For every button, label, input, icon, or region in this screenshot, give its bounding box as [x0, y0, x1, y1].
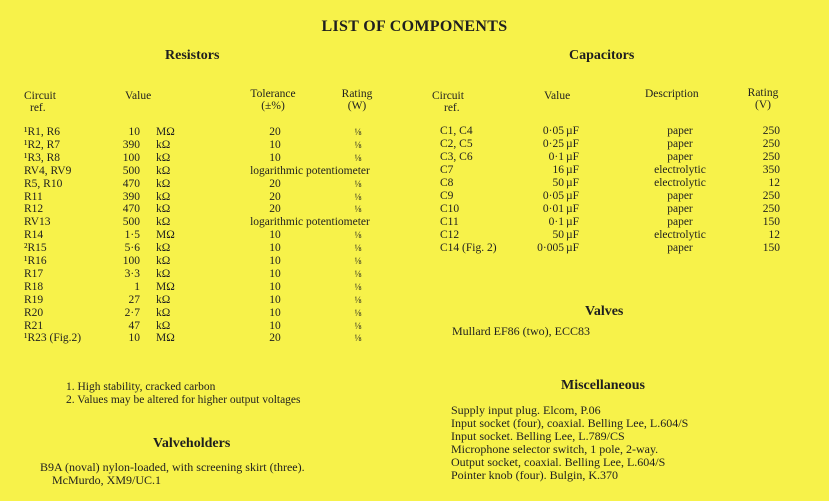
resistor-value: 500 [122, 216, 140, 229]
resistor-ref: ¹R1, R6 [24, 126, 61, 138]
capacitor-rating: 150 [762, 216, 780, 228]
capacitor-ref: C11 [440, 216, 459, 228]
capacitor-unit: µF [566, 216, 580, 228]
capacitor-row [0, 190, 829, 203]
capacitor-table [0, 125, 829, 260]
cap-header-rating [740, 87, 786, 111]
resistor-rating: ⅛ [354, 230, 362, 241]
capacitors-heading: Capacitors [569, 48, 635, 63]
resistor-row [0, 332, 420, 345]
resistor-tolerance: 20 [269, 126, 281, 138]
resistor-ref: R19 [24, 293, 44, 306]
resistor-row [0, 307, 420, 320]
res-header-rating-l2: (W) [347, 100, 367, 112]
capacitor-unit: µF [566, 151, 580, 163]
resistor-value: 10 [128, 332, 140, 345]
resistor-tolerance: 20 [269, 332, 281, 345]
resistor-ref: RV4, RV9 [24, 164, 72, 177]
resistor-value: 2·7 [124, 306, 140, 319]
capacitor-description: electrolytic [654, 164, 706, 176]
resistor-unit: kΩ [156, 164, 171, 177]
capacitor-rating: 150 [762, 242, 780, 254]
note-1: 1. High stability, cracked carbon [66, 381, 216, 393]
capacitor-value: 50 [552, 229, 564, 241]
resistor-value: 100 [122, 255, 140, 267]
resistor-unit: kΩ [156, 267, 171, 280]
cap-header-circuit-l1: Circuit [432, 90, 464, 102]
resistor-row [0, 281, 420, 294]
capacitor-description: paper [667, 125, 693, 137]
capacitor-rating: 250 [762, 203, 780, 215]
resistor-rating: ⅛ [354, 191, 362, 202]
cap-header-circuit [432, 90, 464, 114]
resistor-unit: kΩ [156, 293, 171, 306]
resistor-value: 10 [128, 126, 140, 138]
resistor-ref: R17 [24, 267, 44, 280]
capacitor-unit: µF [566, 190, 580, 202]
resistor-rating: ⅛ [354, 320, 362, 331]
resistor-tolerance: 10 [269, 138, 281, 151]
capacitor-ref: C7 [440, 164, 454, 176]
capacitor-row [0, 177, 829, 190]
resistor-rating: ⅛ [354, 294, 362, 305]
resistor-ref: ¹R3, R8 [24, 151, 61, 164]
miscellaneous-list [451, 404, 688, 482]
resistor-value: 470 [122, 203, 140, 216]
resistor-tolerance: 10 [269, 306, 281, 319]
capacitor-row [0, 229, 829, 242]
capacitor-value: 0·005 [537, 242, 564, 254]
capacitor-ref: C8 [440, 177, 454, 189]
resistor-rating: ⅛ [354, 256, 362, 266]
capacitor-description: paper [667, 216, 693, 228]
res-header-rating [334, 88, 380, 112]
resistor-row [0, 294, 420, 307]
misc-item: Pointer knob (four). Bulgin, K.370 [451, 468, 618, 482]
capacitor-value: 0·25 [542, 138, 564, 150]
capacitor-value: 0·05 [542, 190, 564, 202]
resistor-rating: ⅛ [354, 178, 362, 189]
resistor-unit: kΩ [156, 255, 171, 267]
misc-item: Supply input plug. Elcom, P.06 [451, 403, 601, 417]
resistor-value: 27 [128, 293, 140, 306]
resistor-value: 1 [134, 280, 140, 293]
resistor-row [0, 320, 420, 333]
capacitor-unit: µF [566, 229, 580, 241]
capacitor-row [0, 125, 829, 138]
resistor-ref: ¹R2, R7 [24, 138, 61, 151]
capacitor-rating: 250 [762, 190, 780, 202]
capacitor-description: paper [667, 151, 693, 163]
capacitor-unit: µF [566, 177, 580, 189]
capacitor-ref: C2, C5 [440, 138, 473, 150]
resistor-unit: kΩ [156, 306, 171, 319]
resistor-tolerance: 10 [269, 267, 281, 280]
capacitor-ref: C9 [440, 190, 454, 202]
resistor-tolerance: 10 [269, 280, 281, 293]
note-2: 2. Values may be altered for higher output voltages [66, 393, 301, 406]
resistor-tolerance: 20 [269, 190, 281, 203]
resistor-unit: kΩ [156, 151, 171, 164]
resistor-unit: kΩ [156, 138, 171, 151]
resistor-rating: ⅛ [354, 152, 362, 163]
resistor-rating: ⅛ [354, 333, 362, 344]
capacitor-ref: C1, C4 [440, 125, 473, 137]
resistor-tolerance: 10 [269, 151, 281, 164]
valves-heading: Valves [585, 304, 624, 319]
capacitor-ref: C10 [440, 203, 460, 215]
resistor-rating: ⅛ [354, 307, 362, 318]
capacitor-unit: µF [566, 125, 580, 137]
resistor-ref: ¹R23 (Fig.2) [24, 332, 82, 345]
capacitor-description: paper [667, 190, 693, 202]
capacitor-description: paper [667, 138, 693, 150]
capacitor-value: 0·05 [542, 125, 564, 137]
cap-header-description: Description [645, 88, 699, 100]
resistor-ref: R21 [24, 319, 44, 332]
resistor-rating: ⅛ [354, 268, 362, 279]
resistor-unit: kΩ [156, 242, 171, 255]
resistor-value: 470 [122, 177, 140, 190]
valveholders-heading: Valveholders [153, 436, 231, 451]
res-header-tolerance-l1: Tolerance [250, 88, 296, 100]
resistor-value: 100 [122, 151, 140, 164]
resistor-unit: kΩ [156, 177, 171, 190]
valveholders-line-1: B9A (noval) nylon-loaded, with screening skirt (three). [40, 460, 305, 474]
capacitor-unit: µF [566, 242, 580, 254]
resistor-tolerance: 10 [269, 255, 281, 267]
resistor-notes [66, 381, 301, 407]
resistor-unit: kΩ [156, 319, 171, 332]
capacitor-unit: µF [566, 164, 580, 176]
valveholders-text [40, 461, 305, 487]
capacitor-ref: C12 [440, 229, 460, 241]
capacitor-unit: µF [566, 203, 580, 215]
resistor-rating: ⅛ [354, 127, 362, 137]
capacitor-value: 50 [552, 177, 564, 189]
resistor-ref: ²R15 [24, 242, 47, 255]
resistor-unit: kΩ [156, 216, 171, 229]
capacitor-ref: C3, C6 [440, 151, 473, 163]
resistor-tolerance: logarithmic potentiometer [250, 216, 370, 229]
capacitor-value: 16 [552, 164, 564, 176]
resistor-ref: R5, R10 [24, 177, 63, 190]
resistor-ref: R18 [24, 280, 44, 293]
resistor-unit: kΩ [156, 190, 171, 203]
cap-header-rating-l2: (V) [755, 99, 771, 111]
cap-header-rating-l1: Rating [747, 87, 779, 99]
capacitor-row [0, 151, 829, 164]
resistor-tolerance: 10 [269, 293, 281, 306]
resistor-tolerance: logarithmic potentiometer [250, 164, 370, 177]
capacitor-value: 0·1 [548, 151, 564, 163]
capacitor-row [0, 242, 829, 255]
capacitor-description: electrolytic [654, 177, 706, 189]
capacitor-description: electrolytic [654, 229, 706, 241]
misc-item: Input socket. Belling Lee, L.789/CS [451, 429, 625, 443]
capacitor-row [0, 164, 829, 177]
resistor-ref: RV13 [24, 216, 51, 229]
misc-item: Microphone selector switch, 1 pole, 2-way. [451, 442, 659, 456]
resistor-rating: ⅛ [354, 281, 362, 292]
capacitor-description: paper [667, 203, 693, 215]
resistor-value: 47 [128, 319, 140, 332]
resistor-ref: R12 [24, 203, 44, 216]
capacitor-row [0, 216, 829, 229]
resistor-ref: R20 [24, 306, 44, 319]
miscellaneous-heading: Miscellaneous [561, 378, 645, 393]
misc-item: Output socket, coaxial. Belling Lee, L.604/S [451, 455, 666, 469]
cap-header-circuit-l2: ref. [444, 102, 460, 114]
resistor-unit: MΩ [156, 229, 175, 242]
capacitor-unit: µF [566, 138, 580, 150]
valves-text: Mullard EF86 (two), ECC83 [452, 324, 590, 338]
res-header-value: Value [125, 90, 152, 102]
resistor-tolerance: 10 [269, 242, 281, 255]
resistor-tolerance: 20 [269, 177, 281, 190]
capacitor-rating: 250 [762, 151, 780, 163]
res-header-circuit-l1: Circuit [24, 90, 56, 102]
resistor-unit: MΩ [156, 280, 175, 293]
capacitor-rating: 250 [762, 138, 780, 150]
capacitor-row [0, 203, 829, 216]
resistors-heading: Resistors [165, 48, 220, 63]
res-header-tolerance-l2: (±%) [261, 100, 285, 112]
capacitor-rating: 350 [762, 164, 780, 176]
resistor-rating: ⅛ [354, 139, 362, 150]
resistor-unit: MΩ [156, 332, 175, 345]
resistor-value: 3·3 [124, 267, 140, 280]
res-header-rating-l1: Rating [341, 88, 373, 100]
resistor-value: 390 [122, 190, 140, 203]
res-header-circuit-l2: ref. [30, 102, 46, 114]
capacitor-description: paper [667, 242, 693, 254]
resistor-ref: ¹R16 [24, 255, 47, 267]
resistor-value: 5·6 [124, 242, 140, 255]
resistor-unit: kΩ [156, 203, 171, 216]
resistor-unit: MΩ [156, 126, 175, 138]
resistor-row [0, 268, 420, 281]
valveholders-line-2: McMurdo, XM9/UC.1 [52, 473, 162, 487]
capacitor-ref: C14 (Fig. 2) [440, 242, 497, 254]
res-header-tolerance [238, 88, 308, 112]
capacitor-value: 0·1 [548, 216, 564, 228]
resistor-value: 1·5 [124, 229, 140, 242]
resistor-tolerance: 20 [269, 203, 281, 216]
cap-header-value: Value [544, 90, 571, 102]
capacitor-rating: 12 [768, 177, 780, 189]
capacitor-value: 0·01 [542, 203, 564, 215]
resistor-ref: R11 [24, 190, 43, 203]
resistor-rating: ⅛ [354, 243, 362, 254]
page-title: LIST OF COMPONENTS [321, 18, 508, 35]
resistor-value: 500 [122, 164, 140, 177]
resistor-value: 390 [122, 138, 140, 151]
capacitor-rating: 250 [762, 125, 780, 137]
resistor-tolerance: 10 [269, 229, 281, 242]
resistor-rating: ⅛ [354, 204, 362, 215]
capacitor-row [0, 138, 829, 151]
res-header-circuit [24, 90, 56, 114]
resistor-ref: R14 [24, 229, 44, 242]
resistor-tolerance: 10 [269, 319, 281, 332]
misc-item: Input socket (four), coaxial. Belling Lee, L.604/S [451, 416, 689, 430]
capacitor-rating: 12 [768, 229, 780, 241]
